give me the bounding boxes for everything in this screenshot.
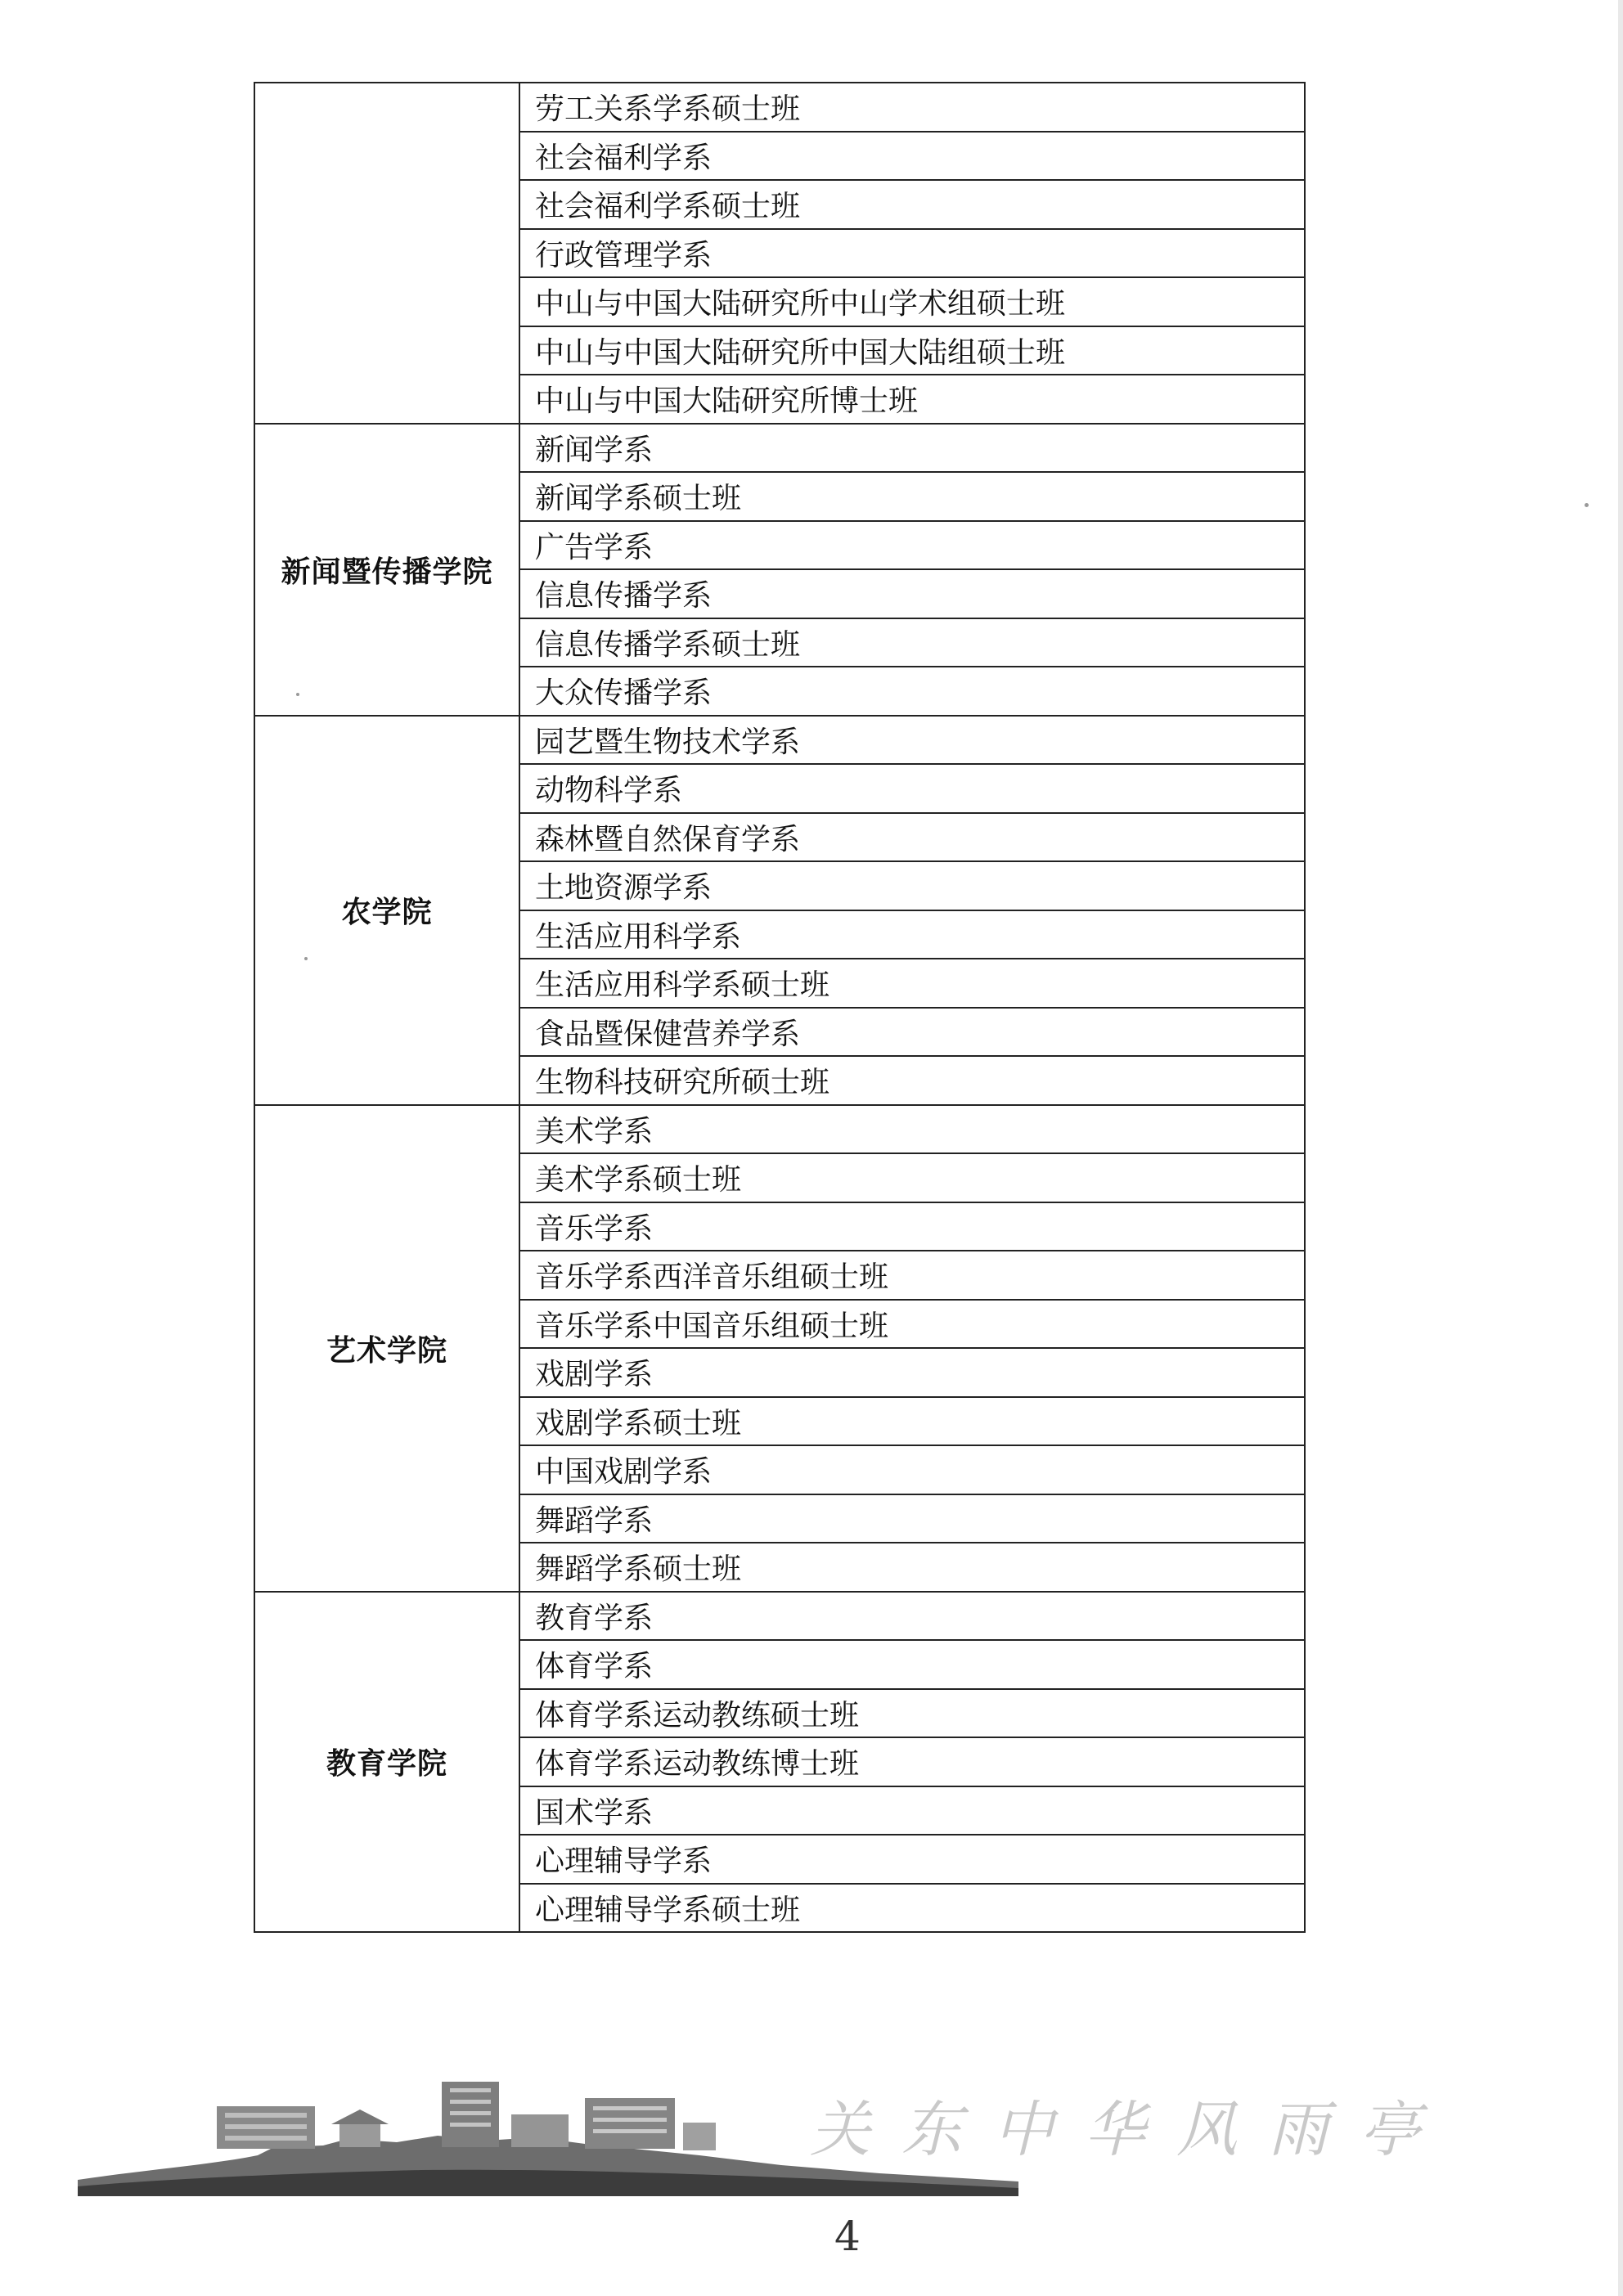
department-name-cell: 音乐学系 [519,1202,1305,1251]
department-name-cell: 中国戏剧学系 [519,1445,1305,1494]
college-name-cell: 农学院 [254,716,519,1105]
department-name-cell: 心理辅导学系 [519,1835,1305,1884]
department-name-cell: 大众传播学系 [519,667,1305,716]
department-name-cell: 生活应用科学系硕士班 [519,959,1305,1008]
department-name-cell: 土地资源学系 [519,861,1305,910]
department-name-cell: 劳工关系学系硕士班 [519,83,1305,132]
department-name-cell: 美术学系 [519,1105,1305,1154]
department-name-cell: 信息传播学系 [519,569,1305,618]
department-name-cell: 生物科技研究所硕士班 [519,1056,1305,1105]
department-name-cell: 国术学系 [519,1786,1305,1835]
table-row [254,1105,1305,1154]
department-name-cell: 生活应用科学系 [519,910,1305,959]
college-name-cell: 教育学院 [254,1592,519,1933]
department-name-cell: 广告学系 [519,521,1305,570]
department-name-cell: 信息传播学系硕士班 [519,618,1305,667]
page-edge [1618,0,1623,2296]
department-name-cell: 行政管理学系 [519,229,1305,278]
scan-speck [1585,503,1589,507]
college-name-cell: 新闻暨传播学院 [254,424,519,716]
table-row [254,424,1305,473]
department-name-cell: 体育学系 [519,1640,1305,1689]
department-name-cell: 社会福利学系硕士班 [519,180,1305,229]
department-name-cell: 体育学系运动教练硕士班 [519,1689,1305,1738]
department-name-cell: 戏剧学系硕士班 [519,1397,1305,1446]
department-name-cell: 社会福利学系 [519,132,1305,181]
department-name-cell: 音乐学系中国音乐组硕士班 [519,1300,1305,1349]
department-name-cell: 新闻学系 [519,424,1305,473]
department-name-cell: 新闻学系硕士班 [519,472,1305,521]
department-name-cell: 食品暨保健营养学系 [519,1008,1305,1057]
department-name-cell: 体育学系运动教练博士班 [519,1737,1305,1786]
department-name-cell: 心理辅导学系硕士班 [519,1884,1305,1933]
department-name-cell: 森林暨自然保育学系 [519,813,1305,862]
department-name-cell: 中山与中国大陆研究所博士班 [519,375,1305,424]
department-name-cell: 舞蹈学系 [519,1494,1305,1543]
department-name-cell: 中山与中国大陆研究所中国大陆组硕士班 [519,326,1305,375]
footer-motto: 关东中华风雨亭 [810,2095,1451,2165]
scan-speck [296,693,299,696]
college-name-cell: 艺术学院 [254,1105,519,1592]
department-name-cell: 动物科学系 [519,764,1305,813]
table-row [254,83,1305,132]
table-row [254,716,1305,765]
department-table [254,82,1306,1933]
department-name-cell: 园艺暨生物技术学系 [519,716,1305,765]
college-name-cell [254,83,519,424]
department-name-cell: 教育学系 [519,1592,1305,1641]
table-row [254,1592,1305,1641]
department-name-cell: 舞蹈学系硕士班 [519,1543,1305,1592]
department-name-cell: 美术学系硕士班 [519,1153,1305,1202]
scan-speck [304,957,308,960]
page-number: 4 [834,2213,861,2260]
department-name-cell: 音乐学系西洋音乐组硕士班 [519,1251,1305,1300]
department-name-cell: 中山与中国大陆研究所中山学术组硕士班 [519,277,1305,326]
department-name-cell: 戏剧学系 [519,1348,1305,1397]
